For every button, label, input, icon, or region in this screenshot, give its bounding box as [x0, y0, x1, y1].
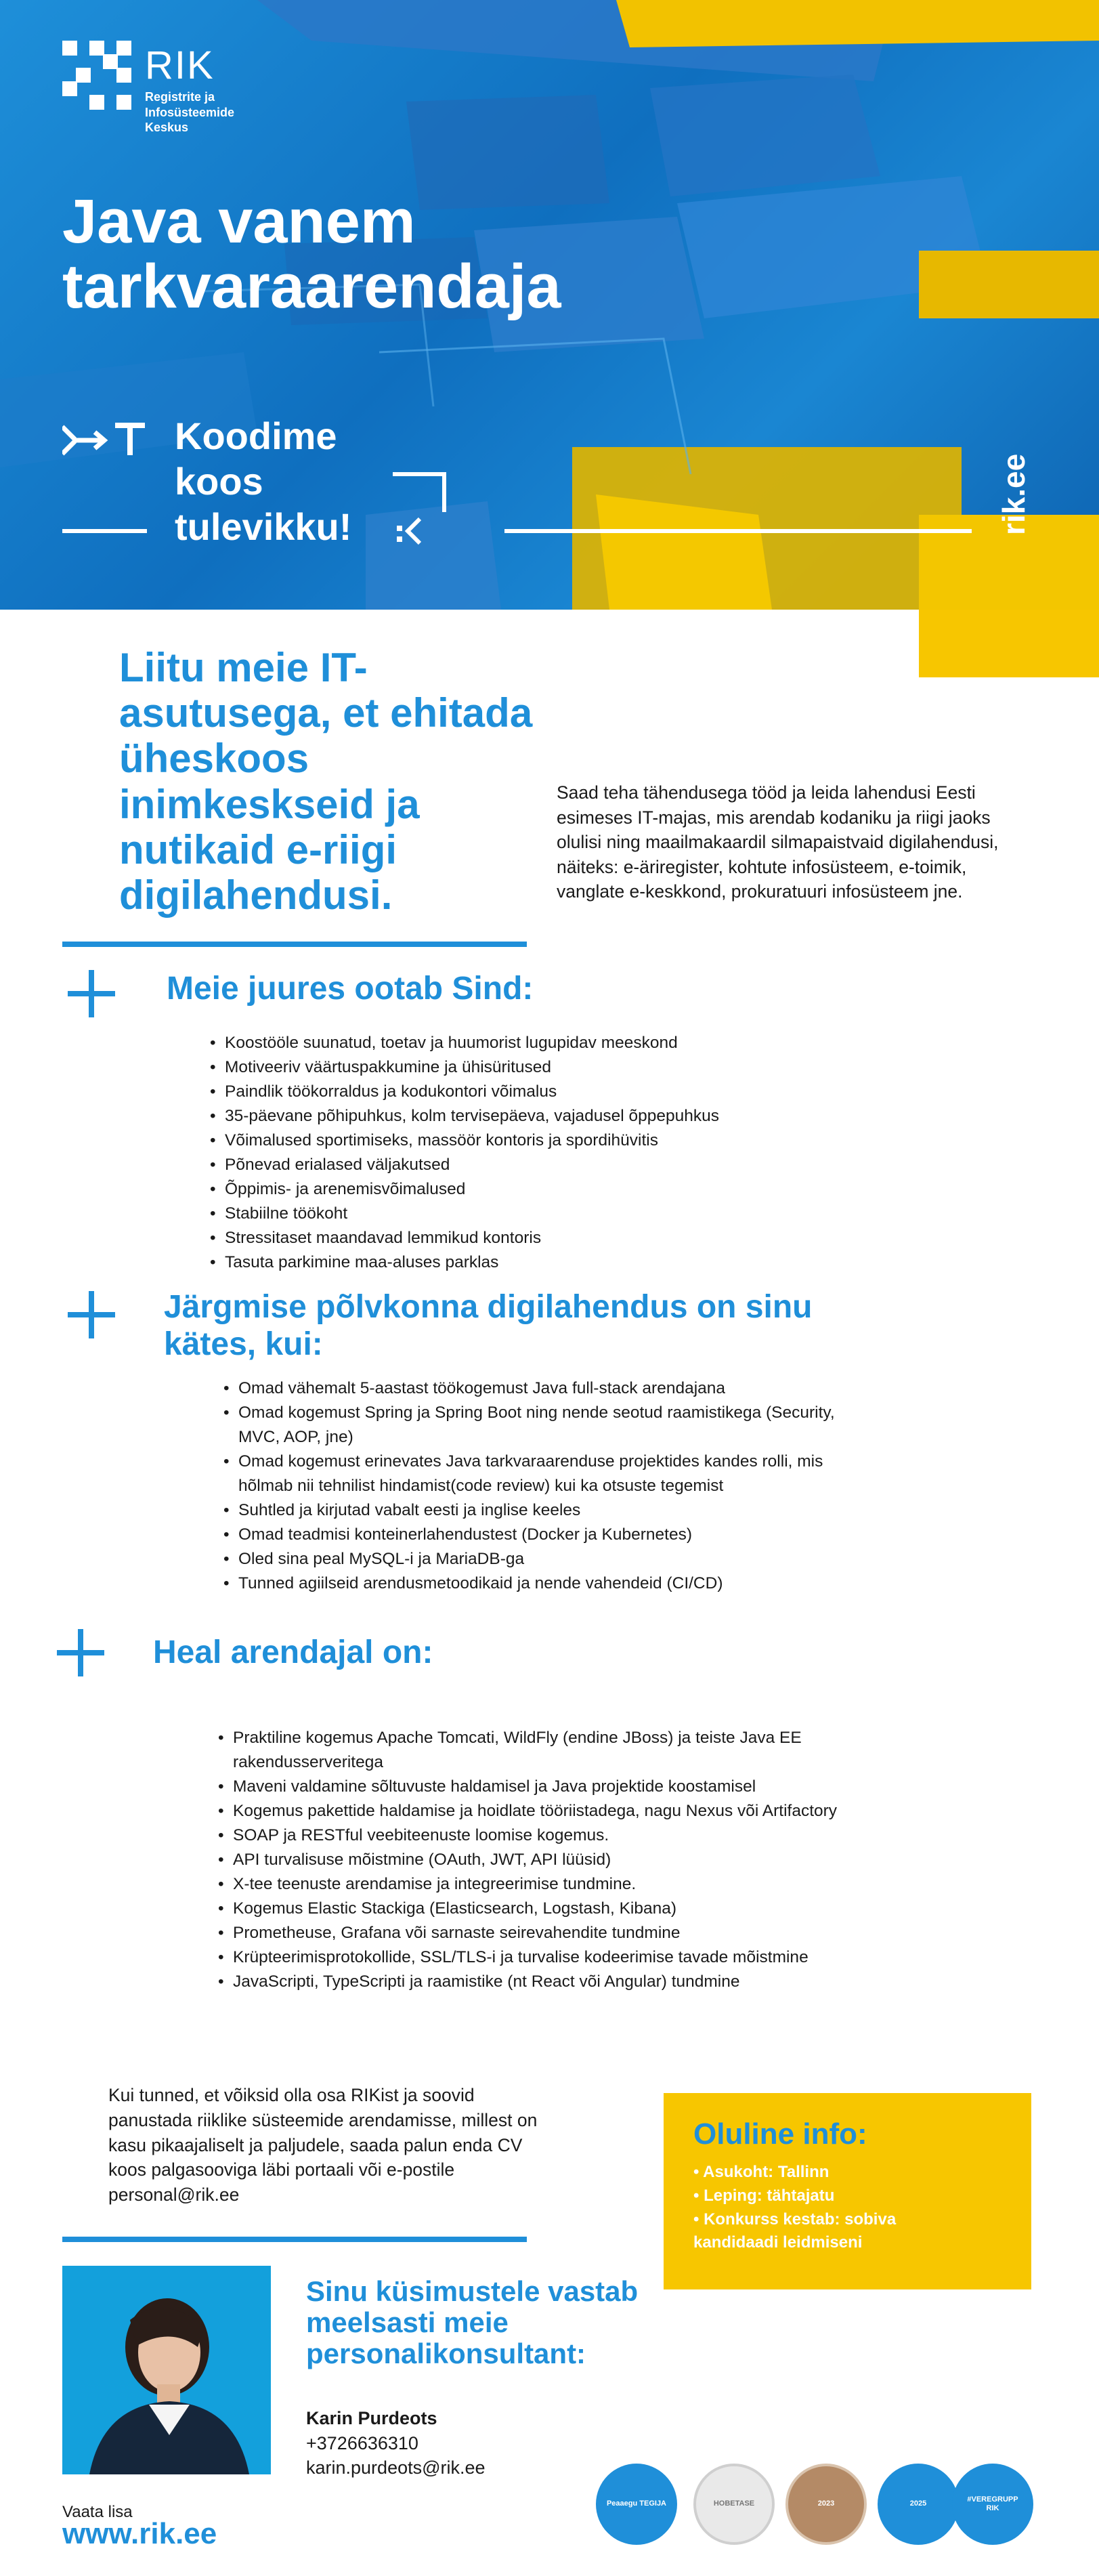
code-arrow-icon — [62, 420, 150, 461]
bracket-icon — [393, 471, 447, 546]
job-title: Java vanem tarkvaraarendaja — [62, 187, 561, 321]
plus-icon — [68, 1291, 115, 1338]
list-item: • Põnevad erialased väljakutsed — [210, 1153, 887, 1177]
hero-side-url[interactable]: rik.ee — [996, 453, 1031, 535]
list-item: • Omad kogemust erinevates Java tarkvaraarenduse projektides kandes rolli, mis hõlmab nii tehnilist hindamist(code review) kui ka otsuste tegemist — [223, 1450, 867, 1498]
plus-icon — [68, 970, 115, 1017]
heart-badge-icon: #VEREGRUPP RIK — [952, 2464, 1033, 2545]
logo-name: RIK — [145, 43, 215, 87]
list-item: • Praktiline kogemus Apache Tomcati, WildFly (endine JBoss) ja teiste Java EE rakendusserveritega — [218, 1726, 882, 1775]
list-item: • Stressitaset maandavad lemmikud kontoris — [210, 1226, 887, 1250]
contact-photo — [62, 2266, 271, 2474]
slogan: Koodime koos tulevikku! — [175, 415, 352, 549]
handshake-badge-icon: 2025 — [878, 2464, 959, 2545]
intro-heading: Liitu meie IT-asutusega, et ehitada üheskoos inimkeskseid ja nutikaid e-riigi digilahendusi. — [119, 645, 533, 918]
rik-logo-mark-icon — [62, 41, 131, 110]
section-title-benefits: Meie juures ootab Sind: — [167, 971, 534, 1007]
nice-to-have-list — [218, 1726, 882, 1994]
list-item: • JavaScripti, TypeScripti ja raamistike (nt React või Angular) tundmine — [218, 1970, 882, 1994]
list-item: • Oled sina peal MySQL-i ja MariaDB-ga — [223, 1547, 867, 1571]
contact-name: Karin Purdeots — [306, 2408, 437, 2428]
list-item: • Tasuta parkimine maa-aluses parklas — [210, 1250, 887, 1275]
hero-divider-right — [504, 529, 972, 533]
outro-divider — [62, 2237, 527, 2242]
list-item: • Krüpteerimisprotokollide, SSL/TLS-i ja turvalise kodeerimise tavade mõistmine — [218, 1945, 882, 1970]
website-link[interactable]: www.rik.ee — [62, 2517, 217, 2550]
list-item: • Tunned agiilseid arendusmetoodikaid ja nende vahendeid (CI/CD) — [223, 1571, 867, 1596]
info-item: • Leping: tähtajatu — [693, 2186, 835, 2205]
plus-icon — [57, 1629, 104, 1676]
section-title-requirements: Järgmise põlvkonna digilahendus on sinu kätes, kui: — [164, 1289, 813, 1363]
list-item: • Kogemus Elastic Stackiga (Elasticsearch, Logstash, Kibana) — [218, 1897, 882, 1921]
logo-subtitle: Registrite ja Infosüsteemide Keskus — [145, 90, 235, 134]
yellow-accent-block — [919, 610, 1099, 677]
hand-badge-icon: HOBETASE — [693, 2464, 775, 2545]
list-item: • Paindlik töökorraldus ja kodukontori võimalus — [210, 1080, 887, 1104]
medal-badge-icon: 2023 — [785, 2464, 867, 2545]
info-item: • Konkurss kestab: sobiva — [693, 2210, 897, 2229]
section-title-nice-to-have: Heal arendajal on: — [153, 1634, 433, 1670]
intro-text: Saad teha tähendusega tööd ja leida lahendusi Eesti esimeses IT-majas, mis arendab kodaniku ja riigi jaoks olulisi ning maailmakaardil silmapaistvaid digilahendusi, näiteks: e-äriregister, kohtute infosüsteem, e-toimik, vanglate e-keskkond, prokuratuuri infosüsteem jne. — [557, 782, 999, 902]
list-item: • Koostööle suunatud, toetav ja huumorist lugupidav meeskond — [210, 1031, 887, 1055]
contact-phone[interactable]: +3726636310 — [306, 2433, 418, 2453]
contact-email[interactable]: karin.purdeots@rik.ee — [306, 2457, 486, 2478]
list-item: • Kogemus pakettide haldamise ja hoidlate tööriistadega, nagu Nexus või Artifactory — [218, 1799, 882, 1823]
important-info-box — [664, 2093, 1031, 2289]
list-item: • Õppimis- ja arenemisvõimalused — [210, 1177, 887, 1202]
e-badge-icon: Peaaegu TEGIJA — [596, 2464, 677, 2545]
list-item: • Stabiilne töökoht — [210, 1202, 887, 1226]
list-item: • 35-päevane põhipuhkus, kolm tervisepäeva, vajadusel õppepuhkus — [210, 1104, 887, 1128]
list-item: • Maveni valdamine sõltuvuste haldamisel ja Java projektide koostamisel — [218, 1775, 882, 1799]
rik-logo — [62, 41, 234, 135]
application-instructions: Kui tunned, et võiksid olla osa RIKist ja soovid panustada riiklike süsteemide arendamisse, millest on kasu pikaajaliselt ja paljudele, saada palun enda CV koos palgasooviga läbi portaali või e-postile personal@rik.ee — [108, 2085, 538, 2205]
list-item: • Omad vähemalt 5-aastast töökogemust Java full-stack arendajana — [223, 1376, 867, 1401]
benefits-list — [210, 1031, 887, 1275]
list-item: • Omad teadmisi konteinerlahendustest (Docker ja Kubernetes) — [223, 1523, 867, 1547]
list-item: • Prometheuse, Grafana või sarnaste seirevahendite tundmine — [218, 1921, 882, 1945]
list-item: • X-tee teenuste arendamise ja integreerimise tundmine. — [218, 1872, 882, 1897]
hero-banner — [0, 0, 1099, 610]
info-box-title: Oluline info: — [693, 2117, 867, 2151]
requirements-list — [223, 1376, 867, 1596]
list-item: • Võimalused sportimiseks, massöör kontoris ja spordihüvitis — [210, 1128, 887, 1153]
list-item: • SOAP ja RESTful veebiteenuste loomise kogemus. — [218, 1823, 882, 1848]
list-item: • API turvalisuse mõistmine (OAuth, JWT, API lüüsid) — [218, 1848, 882, 1872]
list-item: • Motiveeriv väärtuspakkumine ja ühisüritused — [210, 1055, 887, 1080]
hero-divider-left — [62, 529, 147, 533]
info-item: kandidaadi leidmiseni — [693, 2233, 863, 2252]
list-item: • Omad kogemust Spring ja Spring Boot ning nende seotud raamistikega (Security, MVC, AOP, jne) — [223, 1401, 867, 1450]
intro-divider — [62, 942, 527, 947]
see-more-label: Vaata lisa — [62, 2503, 133, 2521]
list-item: • Suhtled ja kirjutad vabalt eesti ja inglise keeles — [223, 1498, 867, 1523]
info-item: • Asukoht: Tallinn — [693, 2163, 829, 2181]
contact-heading: Sinu küsimustele vastab meelsasti meie personalikonsultant: — [306, 2275, 639, 2370]
